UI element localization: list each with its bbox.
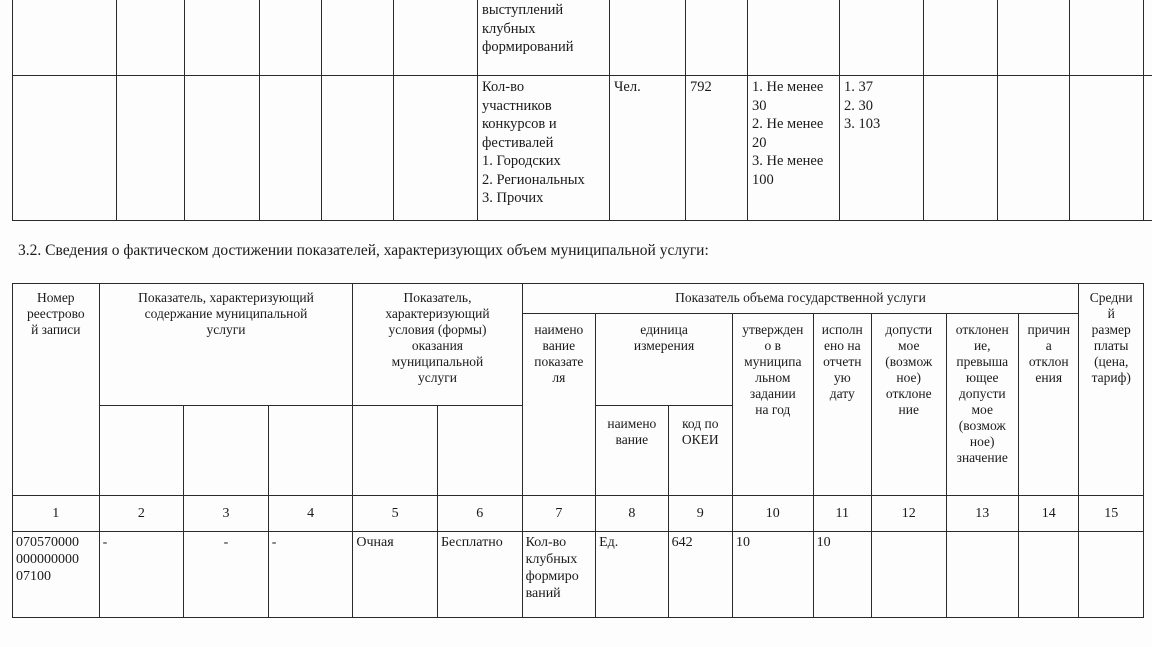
table-cell xyxy=(185,76,260,221)
table-cell xyxy=(748,0,840,76)
indicator-name: Кол-во клубных формиро ваний xyxy=(525,535,579,601)
table-cell xyxy=(260,76,322,221)
price-type-cell: Бесплатно xyxy=(437,532,522,618)
table-cell xyxy=(394,0,478,76)
approved-cell xyxy=(748,76,840,221)
column-number: 7 xyxy=(522,496,596,532)
header-label: наимено вание показате ля xyxy=(534,322,584,385)
table-cell xyxy=(1079,532,1144,618)
okei-code-cell xyxy=(686,76,748,221)
volume-indicators-table xyxy=(12,283,1144,618)
header-label: наимено вание xyxy=(607,416,657,447)
header-label: отклонен ие, превыша ющее допусти мое (возмож ное) значение xyxy=(955,322,1009,465)
actual-value: 1. 37 2. 30 3. 103 xyxy=(844,79,881,132)
table-cell xyxy=(1070,0,1144,76)
table-cell xyxy=(1070,76,1144,221)
header-label: единица измерения xyxy=(633,322,695,353)
table-cell xyxy=(322,76,394,221)
table-cell: - xyxy=(268,532,353,618)
column-number: 8 xyxy=(596,496,669,532)
okei-code-header xyxy=(668,406,732,496)
column-number: 11 xyxy=(813,496,871,532)
column-number: 1 xyxy=(13,496,100,532)
table-cell xyxy=(117,76,185,221)
table-cell xyxy=(1019,532,1079,618)
unit-name: Чел. xyxy=(614,79,641,95)
registry-number: 070570000 000000000 07100 xyxy=(16,535,79,584)
column-number: 12 xyxy=(871,496,946,532)
header-label: код по ОКЕИ xyxy=(681,416,719,447)
header-label: Средни й размер платы (цена, тариф) xyxy=(1089,290,1133,385)
table-header-row xyxy=(13,284,1144,314)
table-cell xyxy=(13,0,117,76)
column-number: 13 xyxy=(946,496,1019,532)
table-row xyxy=(13,76,1152,221)
header-label: Показатель, характеризующий условия (формы) оказания муниципальной услуги xyxy=(385,290,490,385)
approved-value: 1. Не менее 30 2. Не менее 20 3. Не менее 100 xyxy=(752,79,824,188)
deviation-reason-header xyxy=(1019,314,1079,496)
table-cell xyxy=(924,0,998,76)
column-number: 2 xyxy=(99,496,184,532)
table-cell xyxy=(871,532,946,618)
registry-number-header xyxy=(13,284,100,496)
form-cell: Очная xyxy=(353,532,438,618)
column-number: 4 xyxy=(268,496,353,532)
table-cell: - xyxy=(184,532,269,618)
column-number: 14 xyxy=(1019,496,1079,532)
avg-price-header xyxy=(1079,284,1144,496)
indicator-name-cell xyxy=(478,0,610,76)
table-cell xyxy=(1144,76,1152,221)
content-indicator-header xyxy=(99,284,353,406)
header-label: Показатель объема государственной услуги xyxy=(675,290,926,305)
table-cell xyxy=(998,0,1070,76)
table-cell xyxy=(946,532,1019,618)
indicator-name: Кол-во участников конкурсов и фестивалей 1. Городских 2. Региональных 3. Прочих xyxy=(482,79,585,206)
table-cell xyxy=(924,76,998,221)
table-cell xyxy=(1144,0,1152,76)
actual-cell xyxy=(840,76,924,221)
header-label: утвержден о в муниципа льном задании на год xyxy=(742,322,804,417)
indicator-name: выступлений клубных формирований xyxy=(482,2,574,55)
okei-code: 792 xyxy=(690,79,712,95)
column-number: 9 xyxy=(668,496,732,532)
registry-number-cell xyxy=(13,532,100,618)
table-cell xyxy=(117,0,185,76)
unit-name-cell: Ед. xyxy=(596,532,669,618)
table-cell xyxy=(686,0,748,76)
header-label: Показатель, характеризующий содержание муниципальной услуги xyxy=(138,290,314,337)
table-cell xyxy=(99,406,184,496)
header-label: Номер реестрово й записи xyxy=(26,290,85,337)
table-cell xyxy=(184,406,269,496)
header-label: исполн ено на отчетн ую дату xyxy=(821,322,863,401)
header-label: причин а отклон ения xyxy=(1027,322,1070,385)
unit-name-header xyxy=(596,406,669,496)
volume-indicator-header xyxy=(522,284,1079,314)
table-cell xyxy=(840,0,924,76)
column-number: 3 xyxy=(184,496,269,532)
table-cell xyxy=(610,0,686,76)
executed-value-cell: 10 xyxy=(813,532,871,618)
approved-value-cell: 10 xyxy=(733,532,814,618)
column-number: 5 xyxy=(353,496,438,532)
unit-header xyxy=(596,314,733,406)
executed-header xyxy=(813,314,871,496)
table-cell: - xyxy=(99,532,184,618)
column-number: 10 xyxy=(733,496,814,532)
table-cell xyxy=(185,0,260,76)
section-heading: 3.2. Сведения о фактическом достижении показателей, характеризующих объем муниципальной услуги: xyxy=(18,242,709,259)
table-cell xyxy=(260,0,322,76)
table-cell xyxy=(998,76,1070,221)
column-numbers-row xyxy=(13,496,1144,532)
table-cell xyxy=(437,406,522,496)
allowed-deviation-header xyxy=(871,314,946,496)
indicator-name-header xyxy=(522,314,596,496)
okei-code-cell: 642 xyxy=(668,532,732,618)
column-number: 15 xyxy=(1079,496,1144,532)
indicator-name-cell xyxy=(478,76,610,221)
header-label: допусти мое (возмож ное) отклоне ние xyxy=(885,322,933,417)
table-row xyxy=(13,0,1152,76)
approved-header xyxy=(733,314,814,496)
table-cell xyxy=(353,406,438,496)
table-cell xyxy=(13,76,117,221)
table-cell xyxy=(268,406,353,496)
table-row xyxy=(13,532,1144,618)
table-cell xyxy=(394,76,478,221)
unit-cell xyxy=(610,76,686,221)
condition-indicator-header xyxy=(353,284,522,406)
quality-indicators-table xyxy=(12,0,1152,221)
indicator-name-cell xyxy=(522,532,596,618)
column-number: 6 xyxy=(437,496,522,532)
deviation-exceeding-header xyxy=(946,314,1019,496)
table-cell xyxy=(322,0,394,76)
